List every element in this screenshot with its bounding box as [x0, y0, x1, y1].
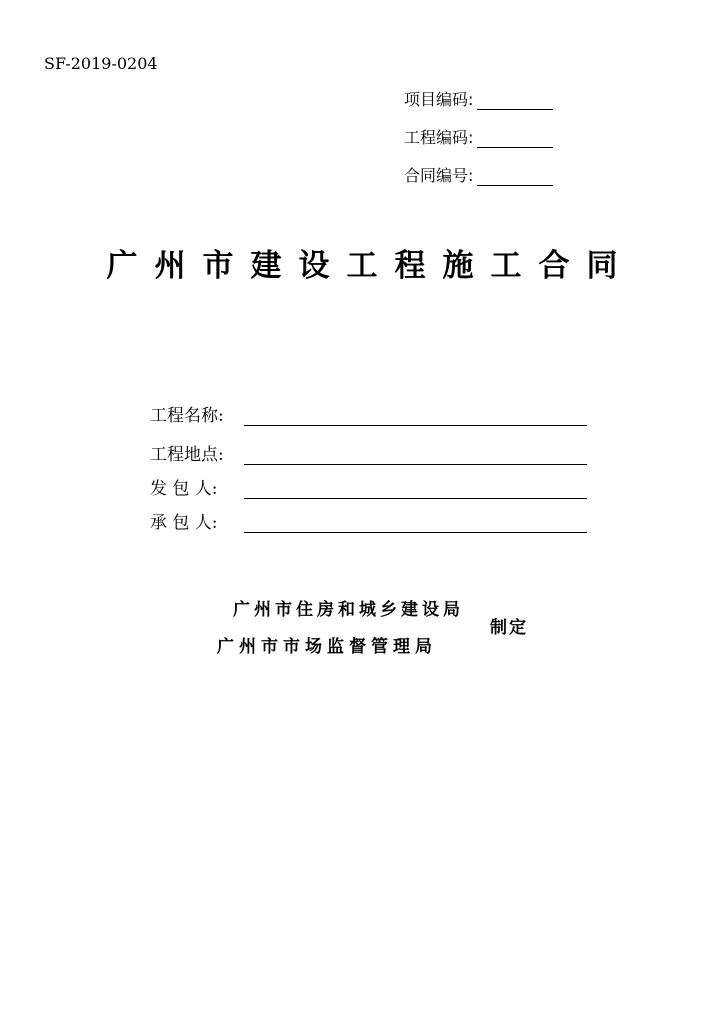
- contract-title: 广州市建设工程施工合同: [106, 248, 635, 284]
- project-location-field[interactable]: [244, 444, 587, 465]
- employer-row: [150, 475, 587, 499]
- contractor-field[interactable]: [244, 512, 587, 533]
- project-name-row: [150, 402, 587, 426]
- contract-number-row: [404, 160, 553, 186]
- employer-field[interactable]: [244, 478, 587, 499]
- project-code-label: 项目编码:: [404, 90, 474, 109]
- contract-number-field[interactable]: [477, 167, 553, 186]
- issuer-housing-bureau: 广州市住房和城乡建设局: [233, 600, 464, 620]
- issuer-market-bureau: 广州市市场监督管理局: [217, 637, 437, 657]
- document-code: SF-2019-0204: [44, 54, 158, 73]
- contractor-row: [150, 509, 587, 533]
- contract-number-label: 合同编号:: [404, 166, 474, 185]
- project-name-field[interactable]: [244, 405, 587, 426]
- engineering-code-field[interactable]: [477, 129, 553, 148]
- project-location-row: [150, 441, 587, 465]
- project-code-field[interactable]: [477, 91, 553, 110]
- project-location-label: 工程地点:: [150, 445, 224, 465]
- engineering-code-row: [404, 122, 553, 148]
- project-name-label: 工程名称:: [150, 406, 224, 426]
- engineering-code-label: 工程编码:: [404, 128, 474, 147]
- employer-label: 发 包 人:: [150, 479, 218, 499]
- contractor-label: 承 包 人:: [150, 513, 218, 533]
- project-code-row: [404, 84, 553, 110]
- issuer-suffix: 制定: [490, 618, 528, 638]
